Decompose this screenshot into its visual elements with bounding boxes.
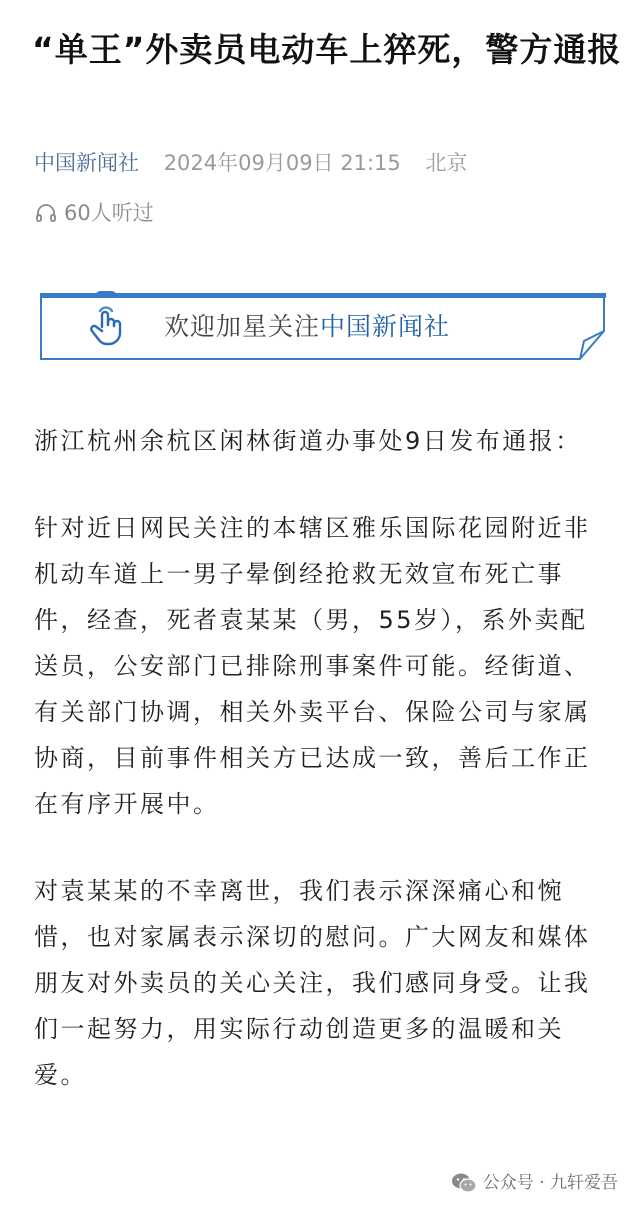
article-body [34,418,614,1139]
paragraph: 浙江杭州余杭区闲林街道办事处9日发布通报： [34,427,582,455]
headphones-icon [34,201,58,225]
follow-text [164,310,450,344]
article-meta [34,148,467,178]
hand-pointer-icon [86,303,126,347]
listen-count[interactable] [34,198,154,228]
follow-brand: 中国新闻社 [320,312,451,341]
follow-prefix: 欢迎加星关注 [164,312,321,341]
publish-location: 北京 [425,151,468,175]
wechat-icon [451,1172,477,1194]
watermark [451,1170,618,1196]
watermark-text: 公众号 · 九轩爱吾 [482,1173,618,1193]
paragraph: 对袁某某的不幸离世，我们表示深深痛心和惋惜，也对家属表示深切的慰问。广大网友和媒体朋友对外卖员的关心关注，我们感同身受。让我们一起努力，用实际行动创造更多的温暖和关爱。 [34,877,591,1089]
paragraph: 针对近日网民关注的本辖区雅乐国际花园附近非机动车道上一男子晕倒经抢救无效宣布死亡事件，经查，死者袁某某（男，55岁），系外卖配送员，公安部门已排除刑事案件可能。经街道、有关部门协调，相关外卖平台、保险公司与家属协商，目前事件相关方已达成一致，善后工作正在有序开展中。 [34,514,591,818]
publish-datetime: 2024年09月09日 21:15 [163,151,401,175]
follow-banner[interactable] [40,291,606,361]
listen-count-text: 60人听过 [64,201,154,225]
source-link[interactable]: 中国新闻社 [34,151,139,175]
article-title: “单王”外卖员电动车上猝死，警方通报 [32,30,622,69]
